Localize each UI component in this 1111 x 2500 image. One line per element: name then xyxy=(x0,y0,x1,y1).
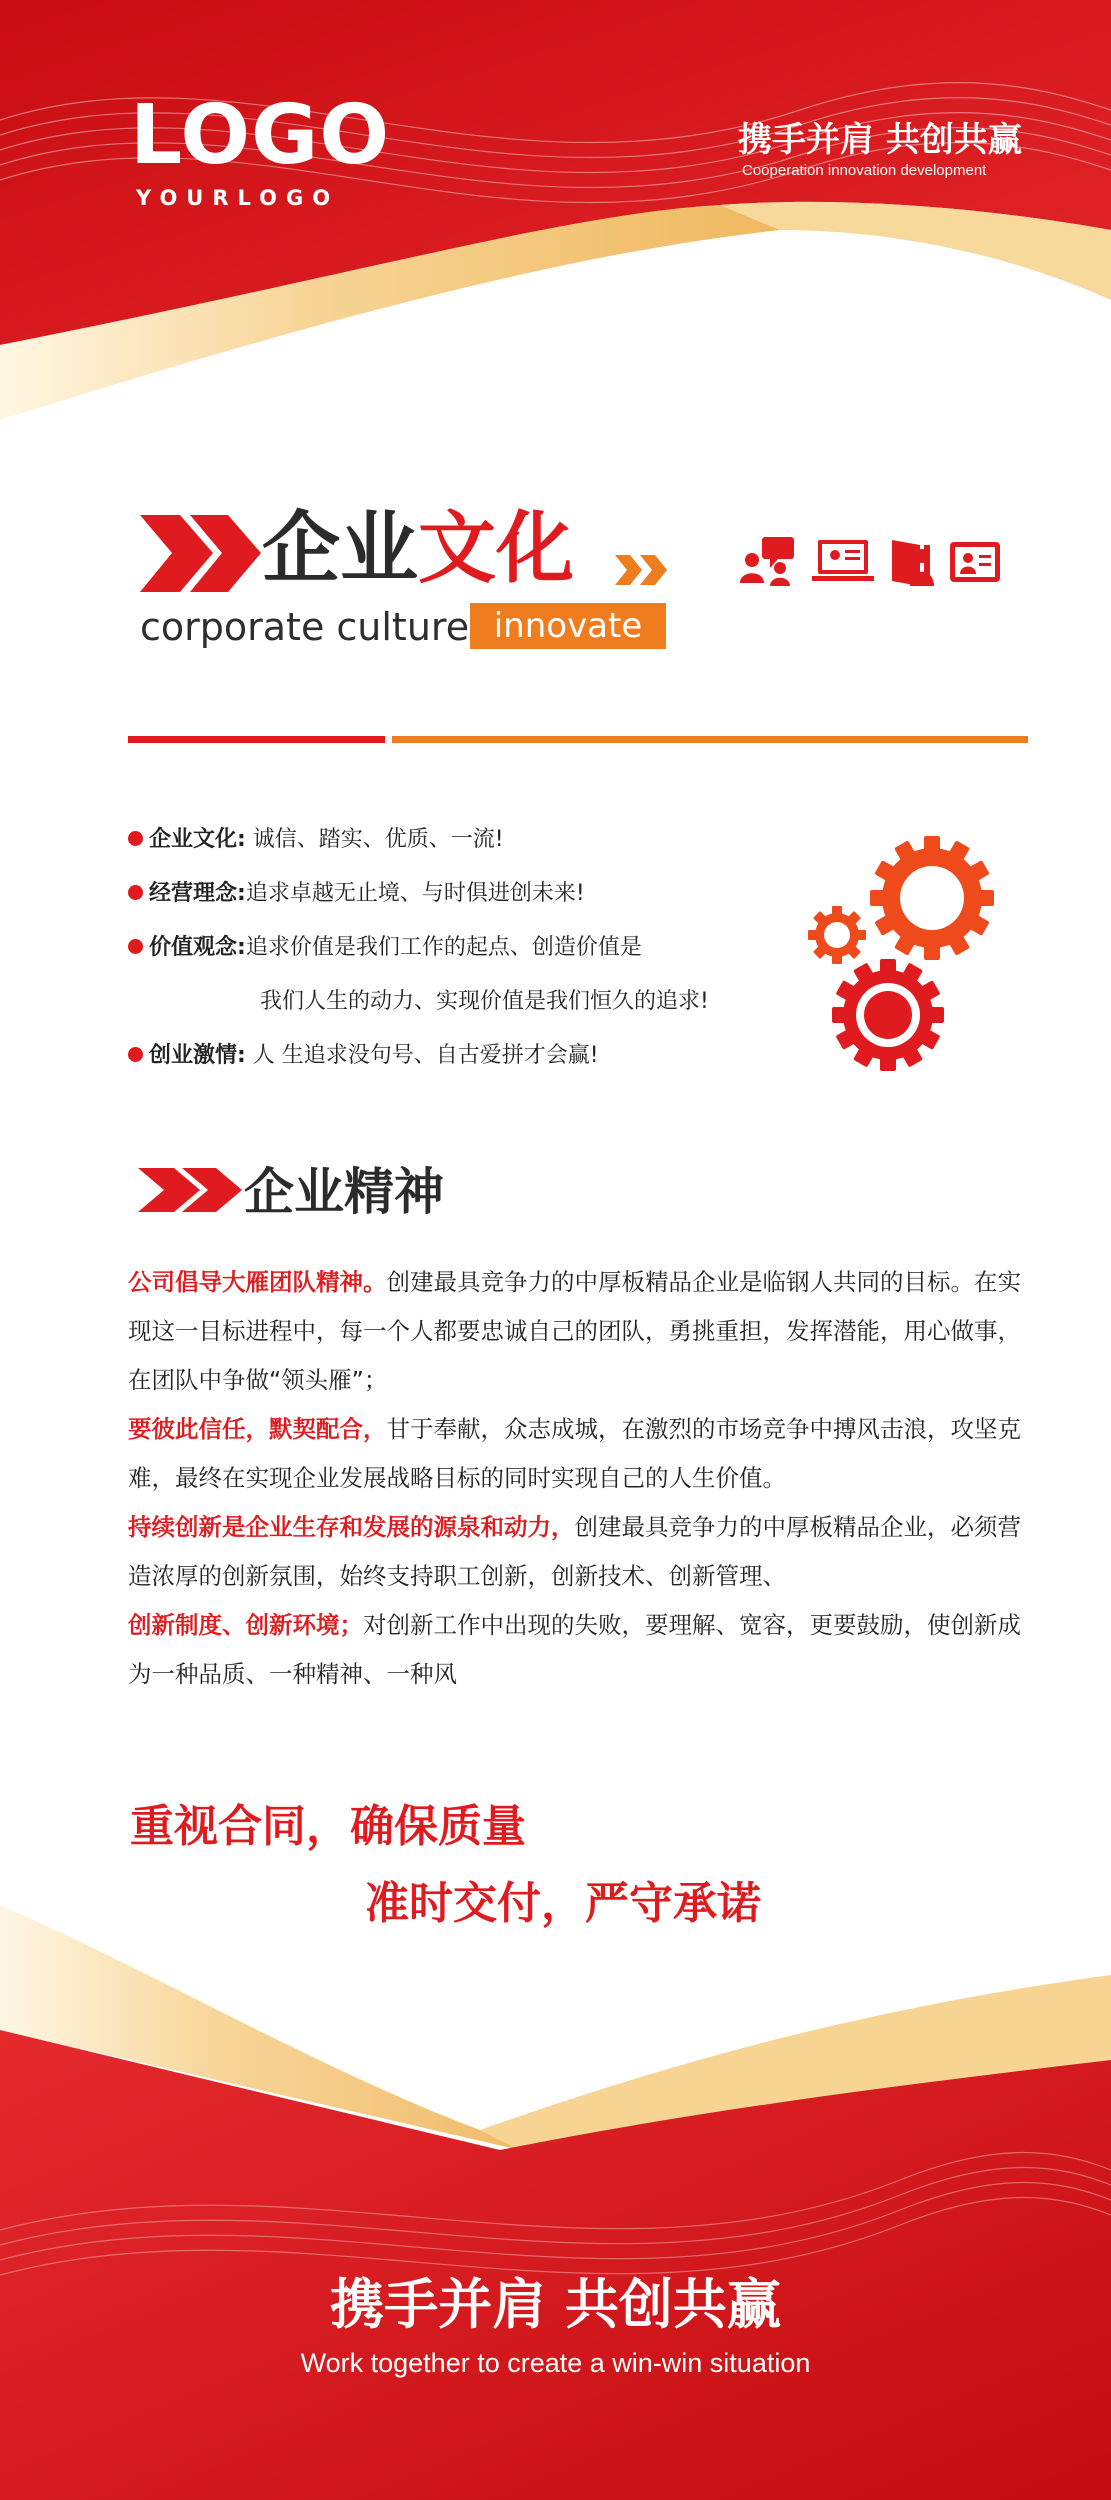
list-item-continuation: 我们人生的动力、实现价值是我们恒久的追求! xyxy=(260,989,709,1014)
bullet-icon xyxy=(128,939,143,954)
double-chevron-icon xyxy=(140,515,261,592)
spirit-highlight: 公司倡导大雁团队精神。 xyxy=(128,1268,387,1296)
item-label: 企业文化: xyxy=(149,827,246,852)
list-item xyxy=(128,872,828,926)
spirit-body xyxy=(128,1258,1038,1699)
spirit-highlight: 创新制度、创新环境； xyxy=(128,1611,363,1639)
divider-red xyxy=(128,736,385,743)
chat-people-icon xyxy=(740,537,794,586)
bullet-icon xyxy=(128,1047,143,1062)
logo-subtitle: YOURLOGO xyxy=(136,186,340,210)
header-slogan: 携手并肩 共创共赢 xyxy=(738,120,1022,160)
presentation-icon xyxy=(812,540,874,581)
spirit-highlight: 持续创新是企业生存和发展的源泉和动力， xyxy=(128,1513,575,1541)
reading-icon xyxy=(892,540,934,586)
footer-slogan: 携手并肩 共创共赢 xyxy=(330,2273,781,2336)
divider-orange xyxy=(392,736,1028,743)
footer-slogan-en: Work together to create a win-win situation xyxy=(300,2348,811,2378)
header-slogan-en: Cooperation innovation development xyxy=(742,162,987,179)
item-text: 人 生追求没句号、自古爱拼才会赢! xyxy=(245,1043,599,1068)
list-item xyxy=(128,926,828,980)
list-item xyxy=(128,818,828,872)
item-label: 创业激情: xyxy=(149,1043,246,1068)
item-text: 诚信、踏实、优质、一流! xyxy=(245,827,504,852)
spirit-text: 对创新工作中出现的失败，要理解、宽容，更要鼓励，使创新成为一种品质、一种精神、一种风 xyxy=(128,1611,1021,1688)
culture-icons xyxy=(740,537,1000,586)
spirit-highlight: 要彼此信任，默契配合， xyxy=(128,1415,387,1443)
id-card-icon xyxy=(950,542,1000,582)
bullet-icon xyxy=(128,885,143,900)
gears-icon xyxy=(808,836,994,1071)
spirit-text: 甘于奉献，众志成城，在激烈的市场竞争中搏风击浪，攻坚克难，最终在实现企业发展战略目标的同时实现自己的人生价值。 xyxy=(128,1415,1021,1492)
item-text: 追求价值是我们工作的起点、创造价值是 xyxy=(245,935,642,960)
culture-title-a: 企业 xyxy=(262,504,419,594)
spirit-text: 创建最具竞争力的中厚板精品企业，必须营造浓厚的创新氛围，始终支持职工创新，创新技术、创新管理、 xyxy=(128,1513,1021,1590)
culture-subtitle: corporate culture xyxy=(140,605,470,649)
innovate-tag: innovate xyxy=(470,603,666,649)
item-text: 追求卓越无止境、与时俱进创未来! xyxy=(245,881,585,906)
spirit-text: 创建最具竞争力的中厚板精品企业是临钢人共同的目标。在实现这一目标进程中，每一个人都要忠诚自己的团队，勇挑重担，发挥潜能，用心做事，在团队中争做“领头雁”； xyxy=(128,1268,1021,1394)
culture-list xyxy=(128,818,828,1088)
item-label: 价值观念: xyxy=(149,935,246,960)
list-item xyxy=(128,1034,828,1088)
item-label: 经营理念: xyxy=(149,881,246,906)
culture-title xyxy=(262,504,575,594)
spirit-title: 企业精神 xyxy=(244,1163,444,1221)
small-chevron-icon xyxy=(615,555,667,585)
logo: LOGO xyxy=(130,88,391,183)
culture-title-b: 文化 xyxy=(418,504,575,594)
promise-line-1: 重视合同，确保质量 xyxy=(130,1801,526,1852)
bullet-icon xyxy=(128,831,143,846)
promise-line-2: 准时交付，严守承诺 xyxy=(365,1878,761,1929)
section-chevron-icon xyxy=(138,1168,242,1212)
